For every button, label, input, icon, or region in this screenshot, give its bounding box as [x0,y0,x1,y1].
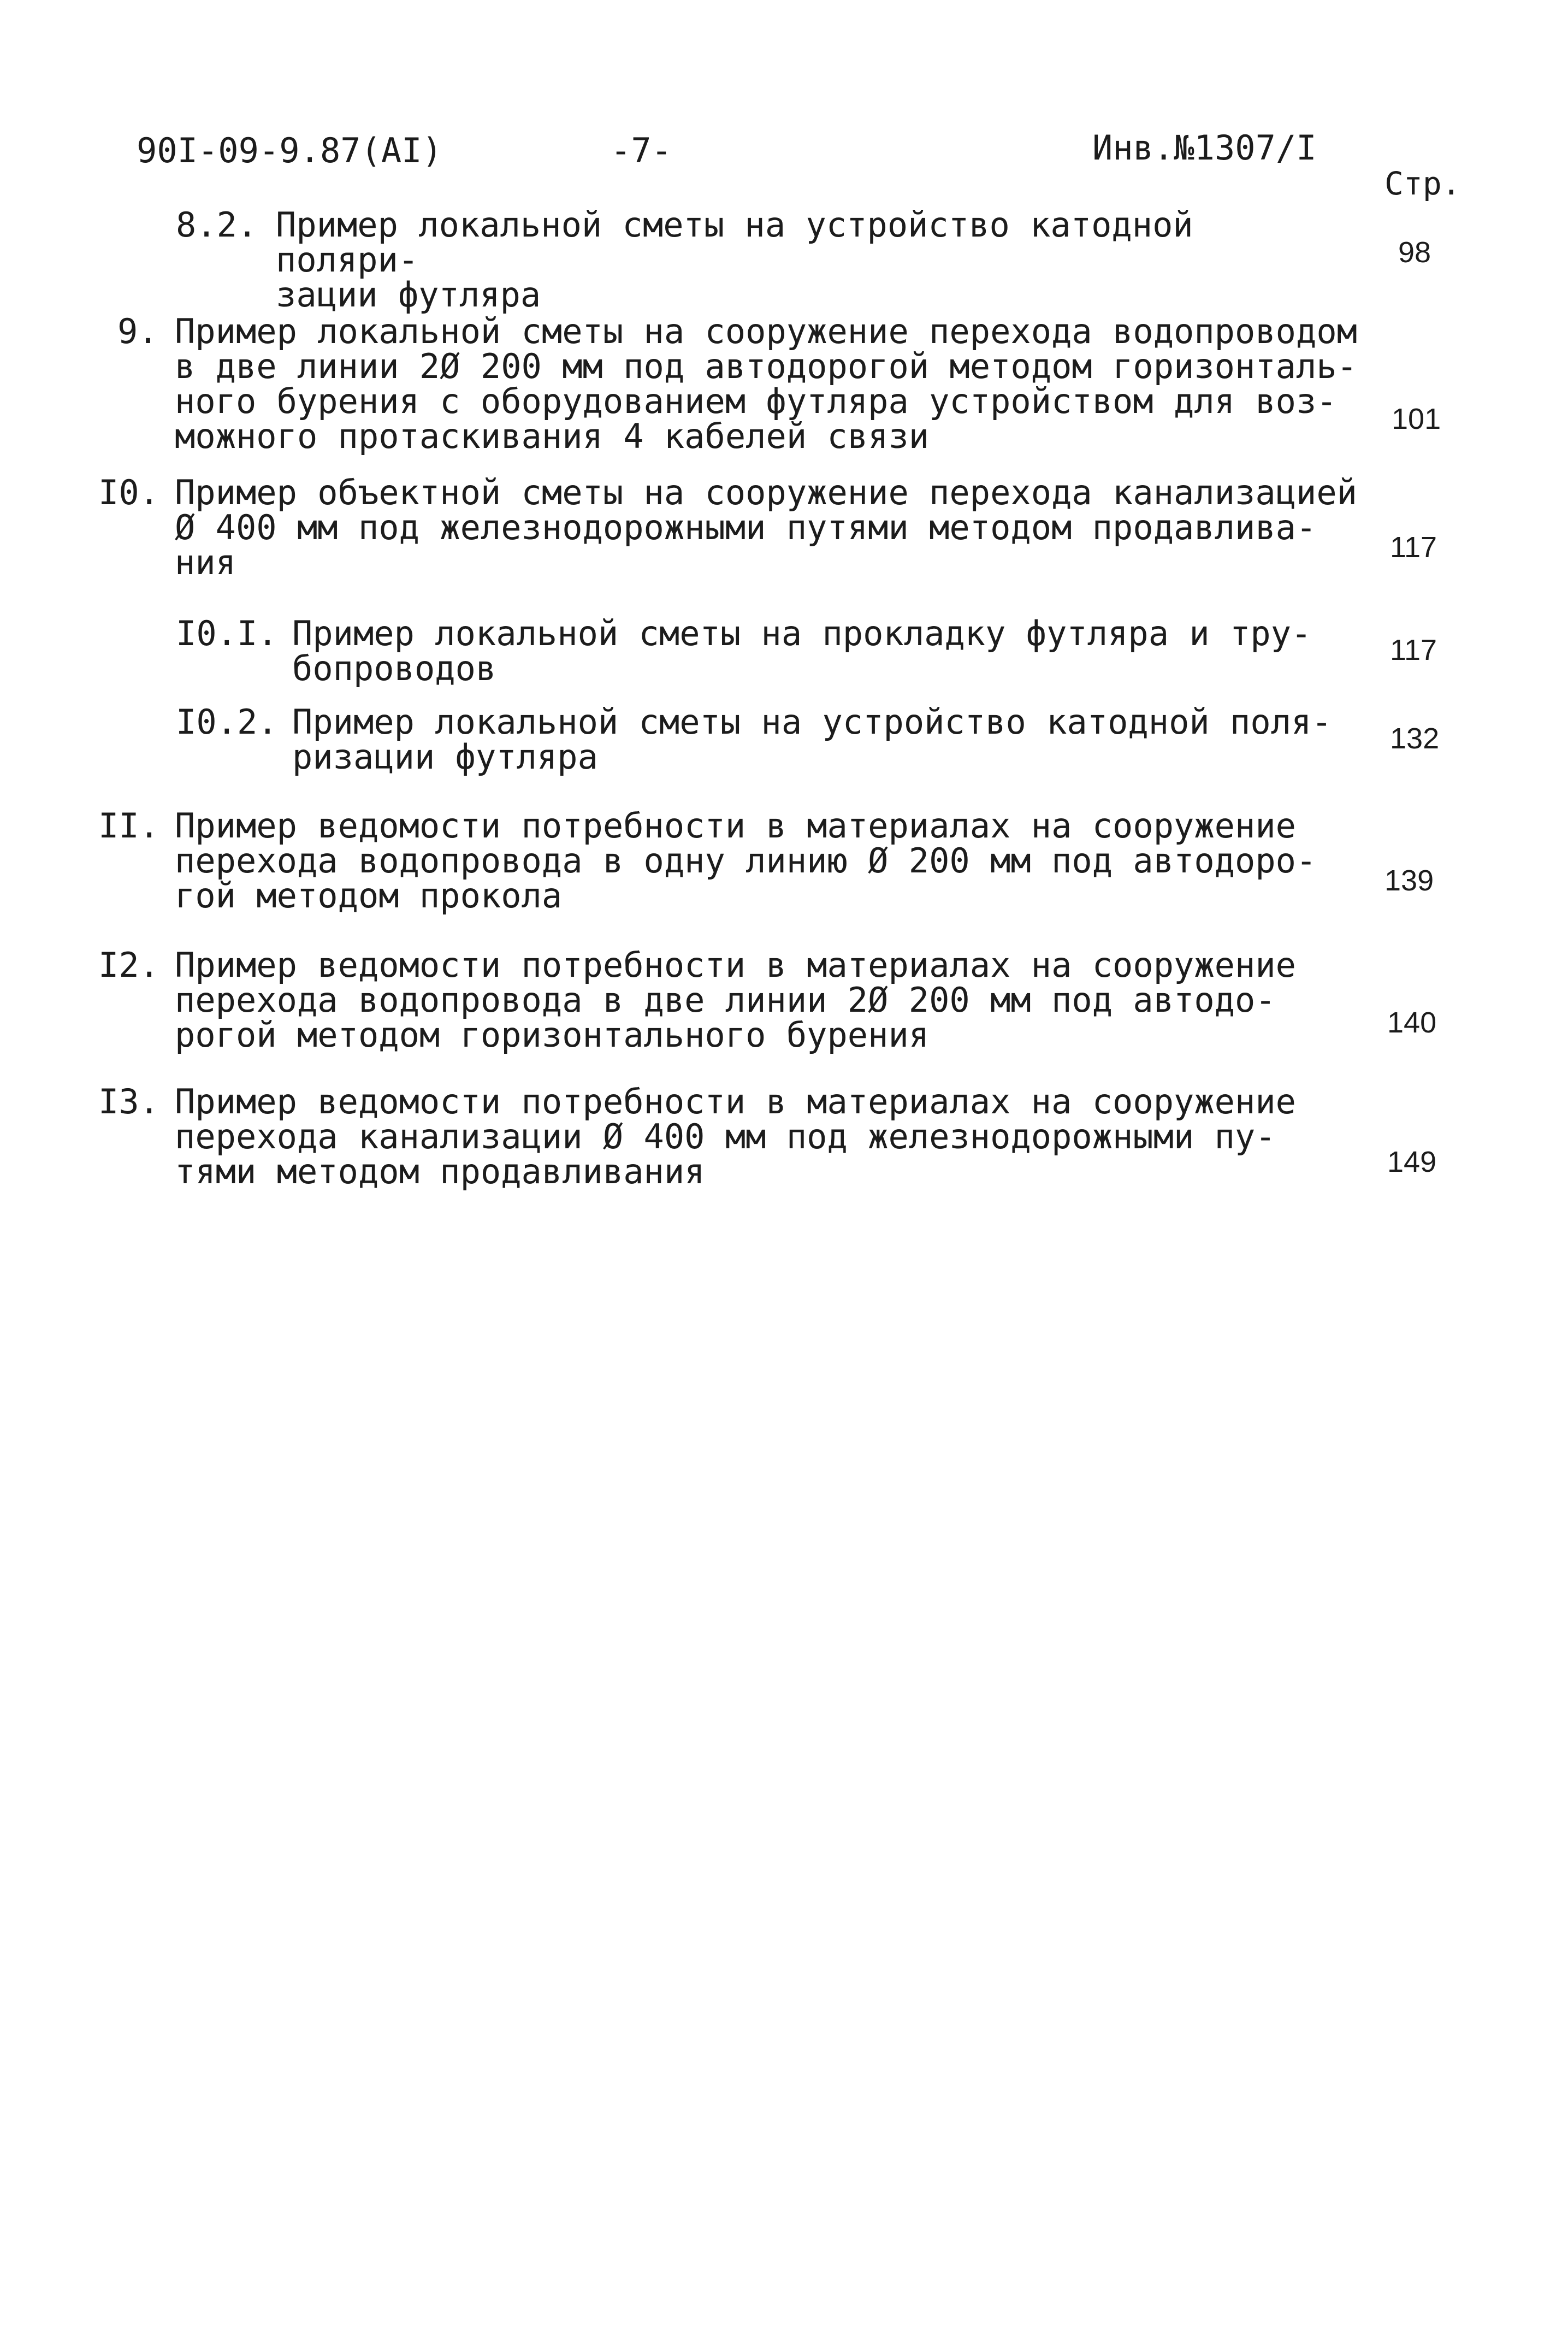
inventory-number: Инв.№1307/I [1092,128,1317,168]
page-column-label: Стр. [1384,165,1461,202]
entry-number: 8.2. [176,205,258,245]
entry-text: Пример объектной сметы на сооружение перехода канализацией Ø 400 мм под железнодорожными путями методом продавлива- ния [175,473,1357,582]
entry-page: 139 [1384,864,1434,897]
entry-number: I0.I. [176,613,278,653]
entry-page: 117 [1390,531,1437,564]
entry-text: Пример ведомости потребности в материалах на сооружение перехода канализации Ø 400 мм под железнодорожными пу- тями методом продавливания [175,1082,1296,1191]
entry-page: 98 [1398,236,1431,269]
entry-text: Пример локальной сметы на устройство катодной поляри- зации футляра [276,205,1193,315]
entry-number: II. [98,806,159,846]
entry-page: 101 [1392,403,1441,435]
entry-number: I2. [98,945,159,985]
entry-page: 149 [1387,1146,1437,1178]
entry-page: 140 [1387,1006,1437,1039]
entry-number: I0. [98,473,159,512]
entry-text: Пример ведомости потребности в материалах на сооружение перехода водопровода в одну линию Ø 200 мм под автодоро- гой методом прокола [175,806,1317,916]
entry-page: 132 [1390,722,1440,755]
entry-text: Пример ведомости потребности в материалах на сооружение перехода водопровода в две линии 2Ø 200 мм под автодо- рогой методом горизонтального бурения [175,945,1296,1055]
entry-text: Пример локальной сметы на сооружение перехода водопроводом в две линии 2Ø 200 мм под автодорогой методом горизонталь- ного бурения с оборудованием футляра устройством для воз- можного протаскивания 4 кабелей связи [175,311,1357,456]
document-code: 90I-09-9.87(AI) [137,131,442,170]
entry-text: Пример локальной сметы на прокладку футляра и тру- бопроводов [292,613,1312,688]
entry-text: Пример локальной сметы на устройство катодной поля- ризации футляра [292,702,1332,777]
entry-page: 117 [1390,634,1437,666]
entry-number: 9. [117,311,158,351]
page-number: -7- [611,131,672,170]
entry-number: I0.2. [176,702,278,742]
entry-number: I3. [98,1082,159,1122]
